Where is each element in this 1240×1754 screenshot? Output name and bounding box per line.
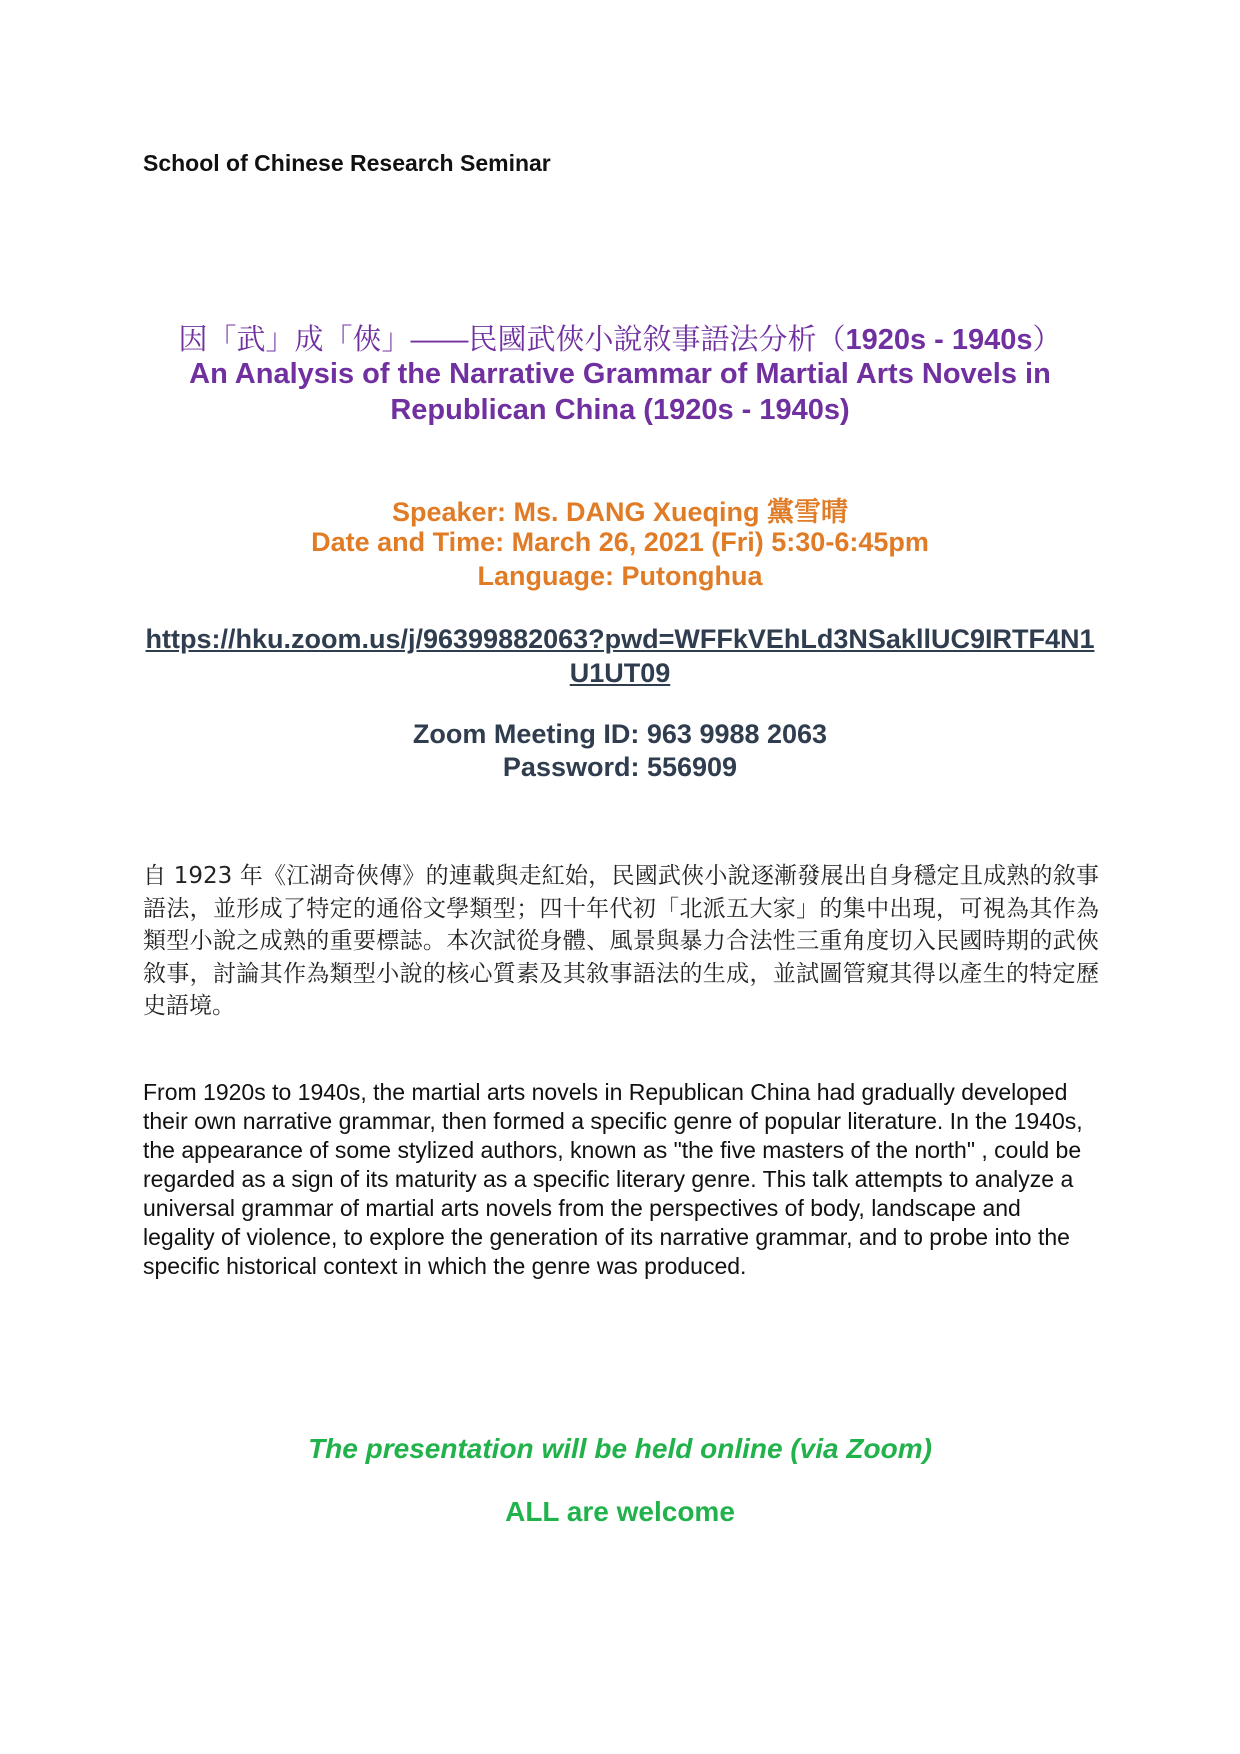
zoom-password: Password: 556909 <box>502 752 738 782</box>
title-chinese-close: ） <box>1032 324 1062 356</box>
title-chinese-years: 1920s - 1940s <box>845 324 1033 356</box>
online-notice: The presentation will be held online (via Zoom) <box>308 1433 932 1464</box>
abstract-english: From 1920s to 1940s, the martial arts novels in Republican China had gradually developed their own narrative grammar, then formed a specific genre of popular literature. In the 1940s, the appearance of some stylized authors, known as "the five masters of the north" , could be regarded as a sign of its maturity as a specific literary genre. This talk attempts to analyze a universal grammar of martial arts novels from the perspectives of body, landscape and legality of violence, to explore the generation of its narrative grammar, and to probe into the specific historical context in which the genre was produced. <box>143 1079 1083 1279</box>
abstract-chinese: 自 1923 年《江湖奇俠傳》的連載與走紅始，民國武俠小說逐漸發展出自身穩定且成熟的敘事語法，並形成了特定的通俗文學類型；四十年代初「北派五大家」的集中出現，可視為其作為類型小說之成熟的重要標誌。本次試從身體、風景與暴力合法性三重角度切入民國時期的武俠敘事，討論其作為類型小說的核心質素及其敘事語法的生成，並試圖管窺其得以產生的特定歷史語境。 <box>143 863 1099 1019</box>
datetime-line: Date and Time: March 26, 2021 (Fri) 5:30-6:45pm <box>311 527 929 557</box>
title-chinese-main: 因「武」成「俠」——民國武俠小說敘事語法分析（ <box>178 324 846 356</box>
language-line: Language: Putonghua <box>477 561 763 591</box>
title-english: An Analysis of the Narrative Grammar of Martial Arts Novels in Republican China (1920s - 1940s) <box>189 358 1051 426</box>
zoom-meeting-id: Zoom Meeting ID: 963 9988 2063 <box>412 719 828 749</box>
seminar-series-heading: School of Chinese Research Seminar <box>143 150 551 176</box>
title-chinese <box>143 317 1097 358</box>
welcome-notice: ALL are welcome <box>505 1496 735 1527</box>
zoom-link[interactable]: https://hku.zoom.us/j/96399882063?pwd=WFFkVEhLd3NSakllUC9IRTF4N1U1UT09 <box>145 624 1095 688</box>
speaker-line: Speaker: Ms. DANG Xueqing 黨雪晴 <box>391 497 849 527</box>
